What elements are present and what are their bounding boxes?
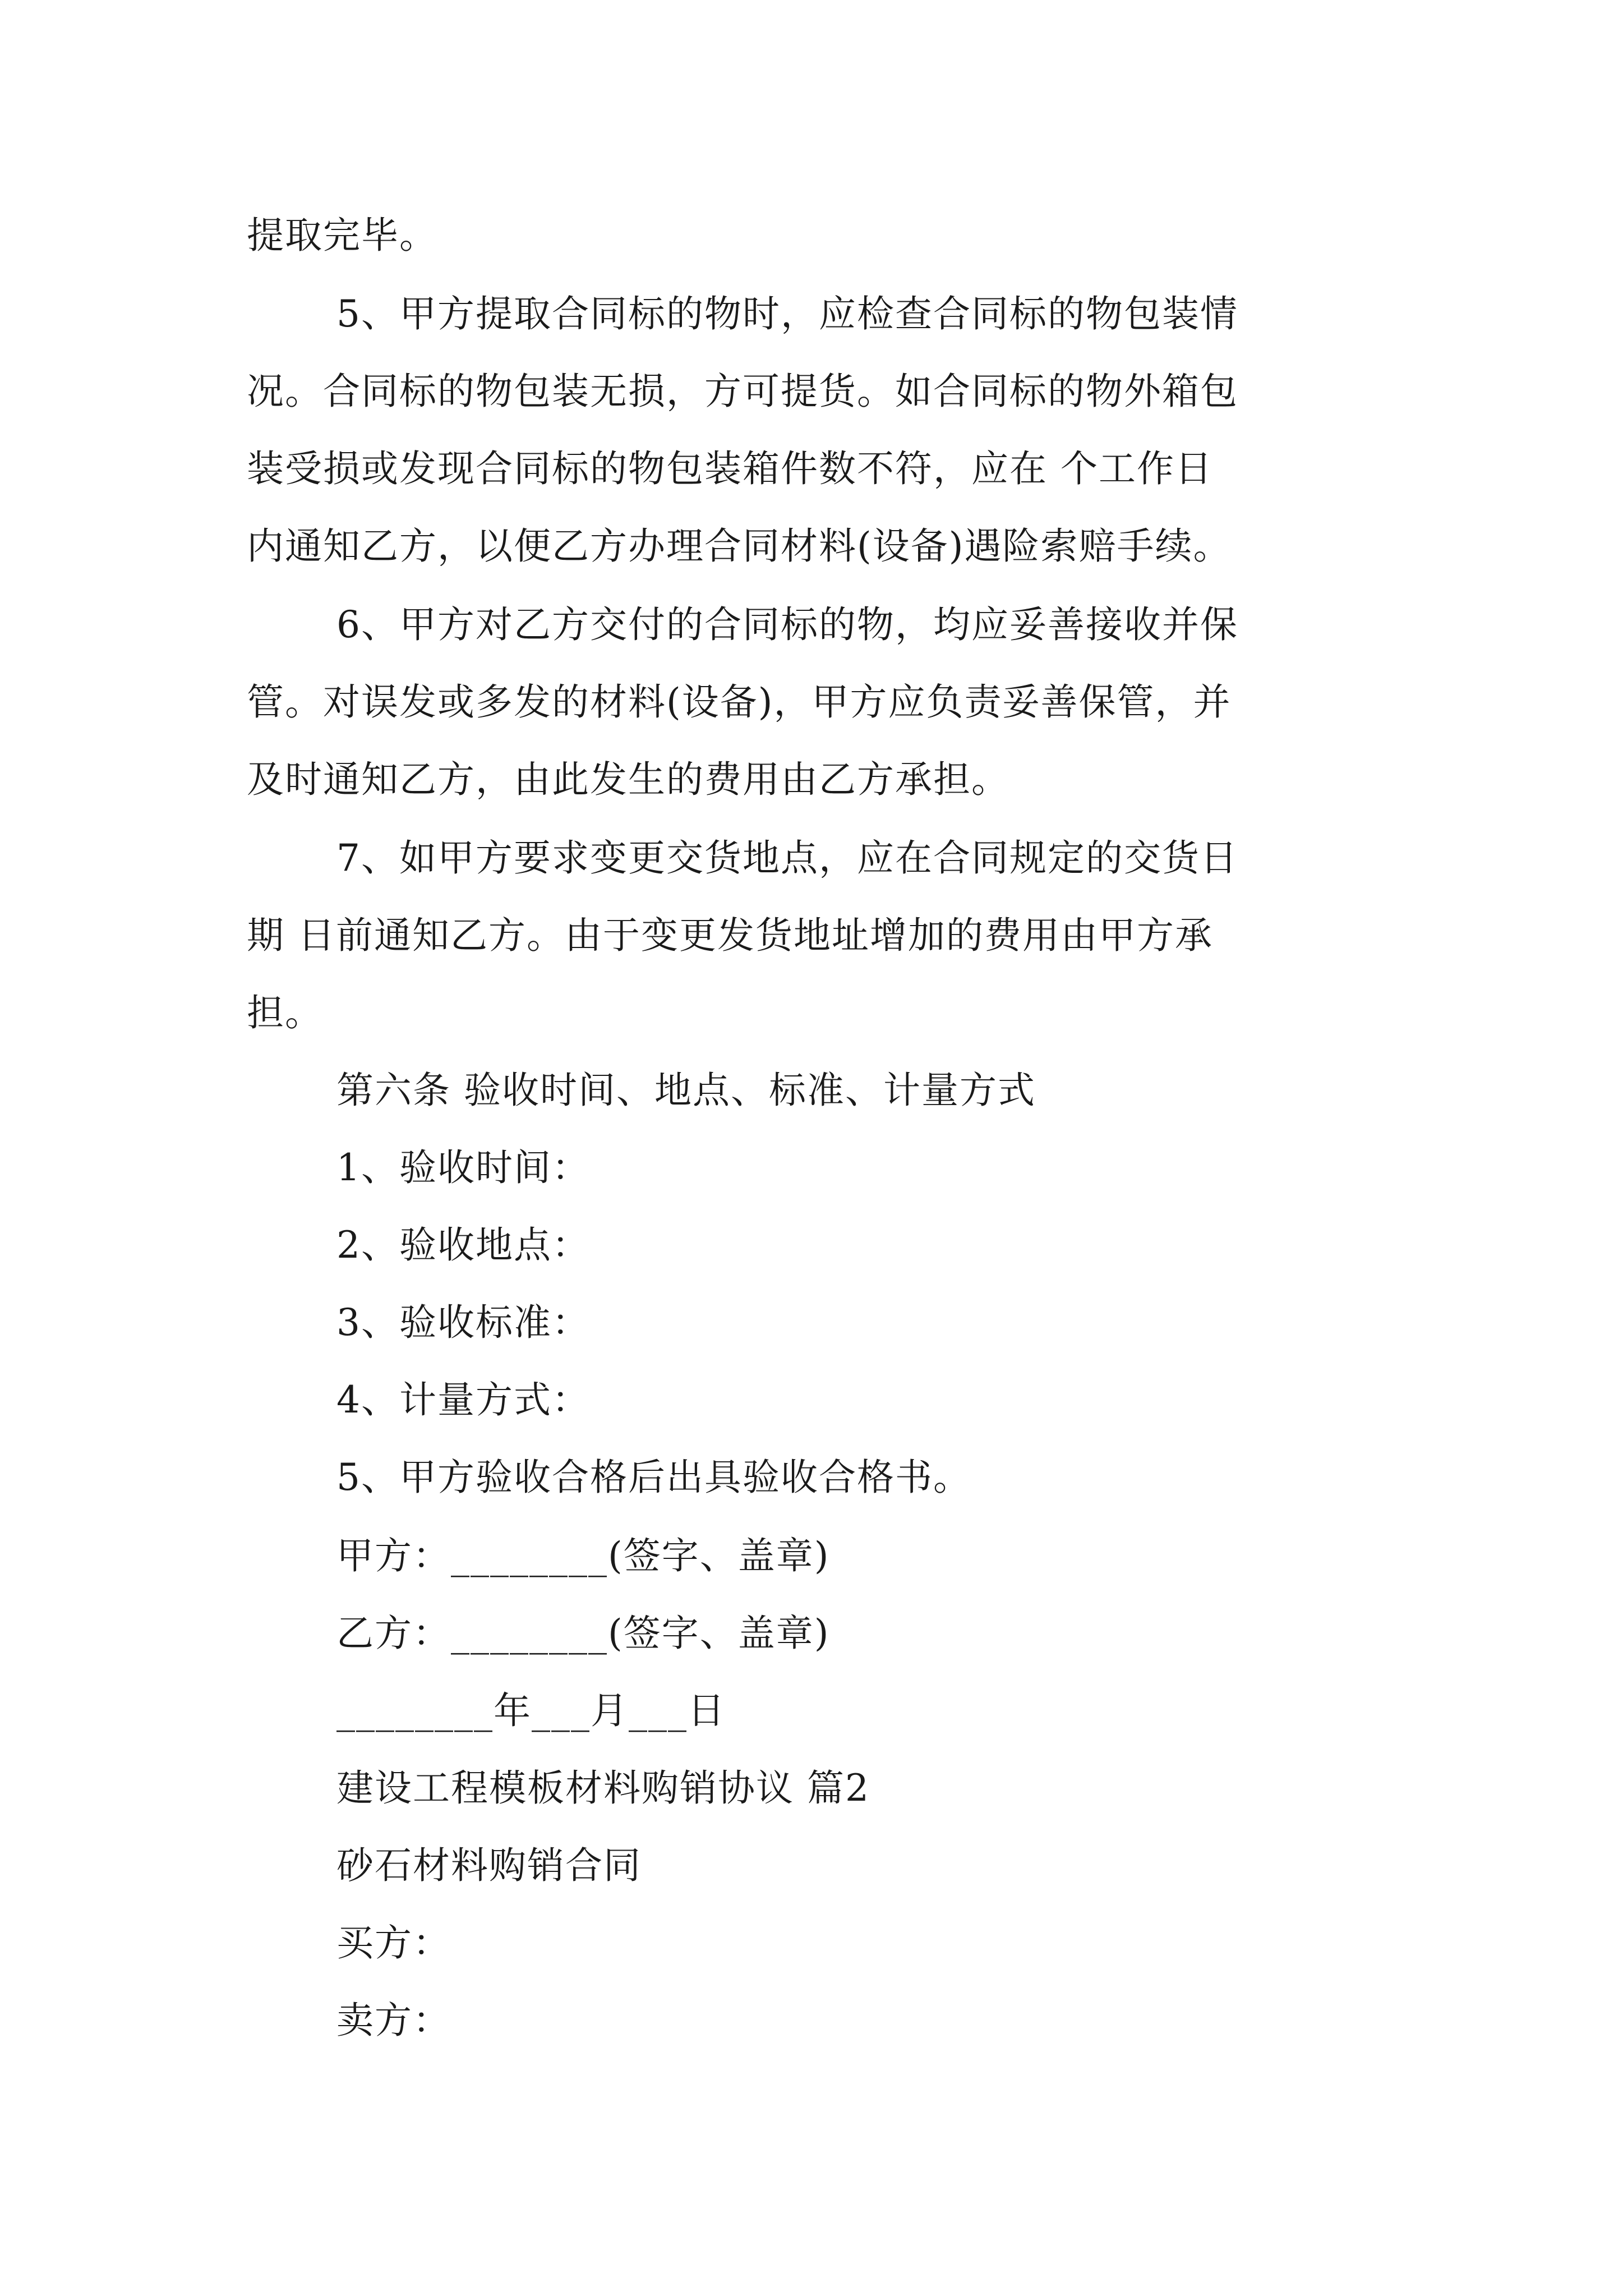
paragraph-line: 5、甲方提取合同标的物时，应检查合同标的物包装情 xyxy=(336,292,1238,335)
paragraph-line: 管。对误发或多发的材料(设备)，甲方应负责妥善保管，并 xyxy=(247,680,1232,724)
paragraph-line: 7、如甲方要求变更交货地点，应在合同规定的交货日 xyxy=(336,836,1238,880)
list-item: 1、验收时间： xyxy=(336,1146,590,1189)
signature-line-party-b: 乙方：________(签字、盖章) xyxy=(336,1612,830,1655)
paragraph-line: 担。 xyxy=(247,991,323,1034)
list-item: 4、计量方式： xyxy=(336,1378,590,1421)
list-item: 5、甲方验收合格后出具验收合格书。 xyxy=(336,1456,971,1499)
paragraph-line: 况。合同标的物包装无损，方可提货。如合同标的物外箱包 xyxy=(247,370,1238,413)
paragraph-line: 内通知乙方，以便乙方办理合同材料(设备)遇险索赔手续。 xyxy=(247,524,1232,568)
section-heading: 第六条 验收时间、地点、标准、计量方式 xyxy=(336,1069,1036,1112)
paragraph-line: 6、甲方对乙方交付的合同标的物，均应妥善接收并保 xyxy=(336,603,1238,646)
paragraph-line: 期 日前通知乙方。由于变更发货地址增加的费用由甲方承 xyxy=(247,914,1213,957)
paragraph-line: 及时通知乙方，由此发生的费用由乙方承担。 xyxy=(247,758,1009,801)
seller-line: 卖方： xyxy=(336,1999,451,2042)
buyer-line: 买方： xyxy=(336,1921,451,1964)
list-item: 3、验收标准： xyxy=(336,1301,590,1344)
list-item: 2、验收地点： xyxy=(336,1223,590,1267)
paragraph-line: 提取完毕。 xyxy=(247,214,437,257)
signature-line-party-a: 甲方：________(签字、盖章) xyxy=(336,1534,830,1577)
section-title: 建设工程模板材料购销协议 篇2 xyxy=(336,1766,870,1810)
paragraph-line: 装受损或发现合同标的物包装箱件数不符，应在 个工作日 xyxy=(247,447,1213,490)
contract-title: 砂石材料购销合同 xyxy=(336,1844,642,1887)
date-line: ________年___月___日 xyxy=(336,1689,726,1732)
